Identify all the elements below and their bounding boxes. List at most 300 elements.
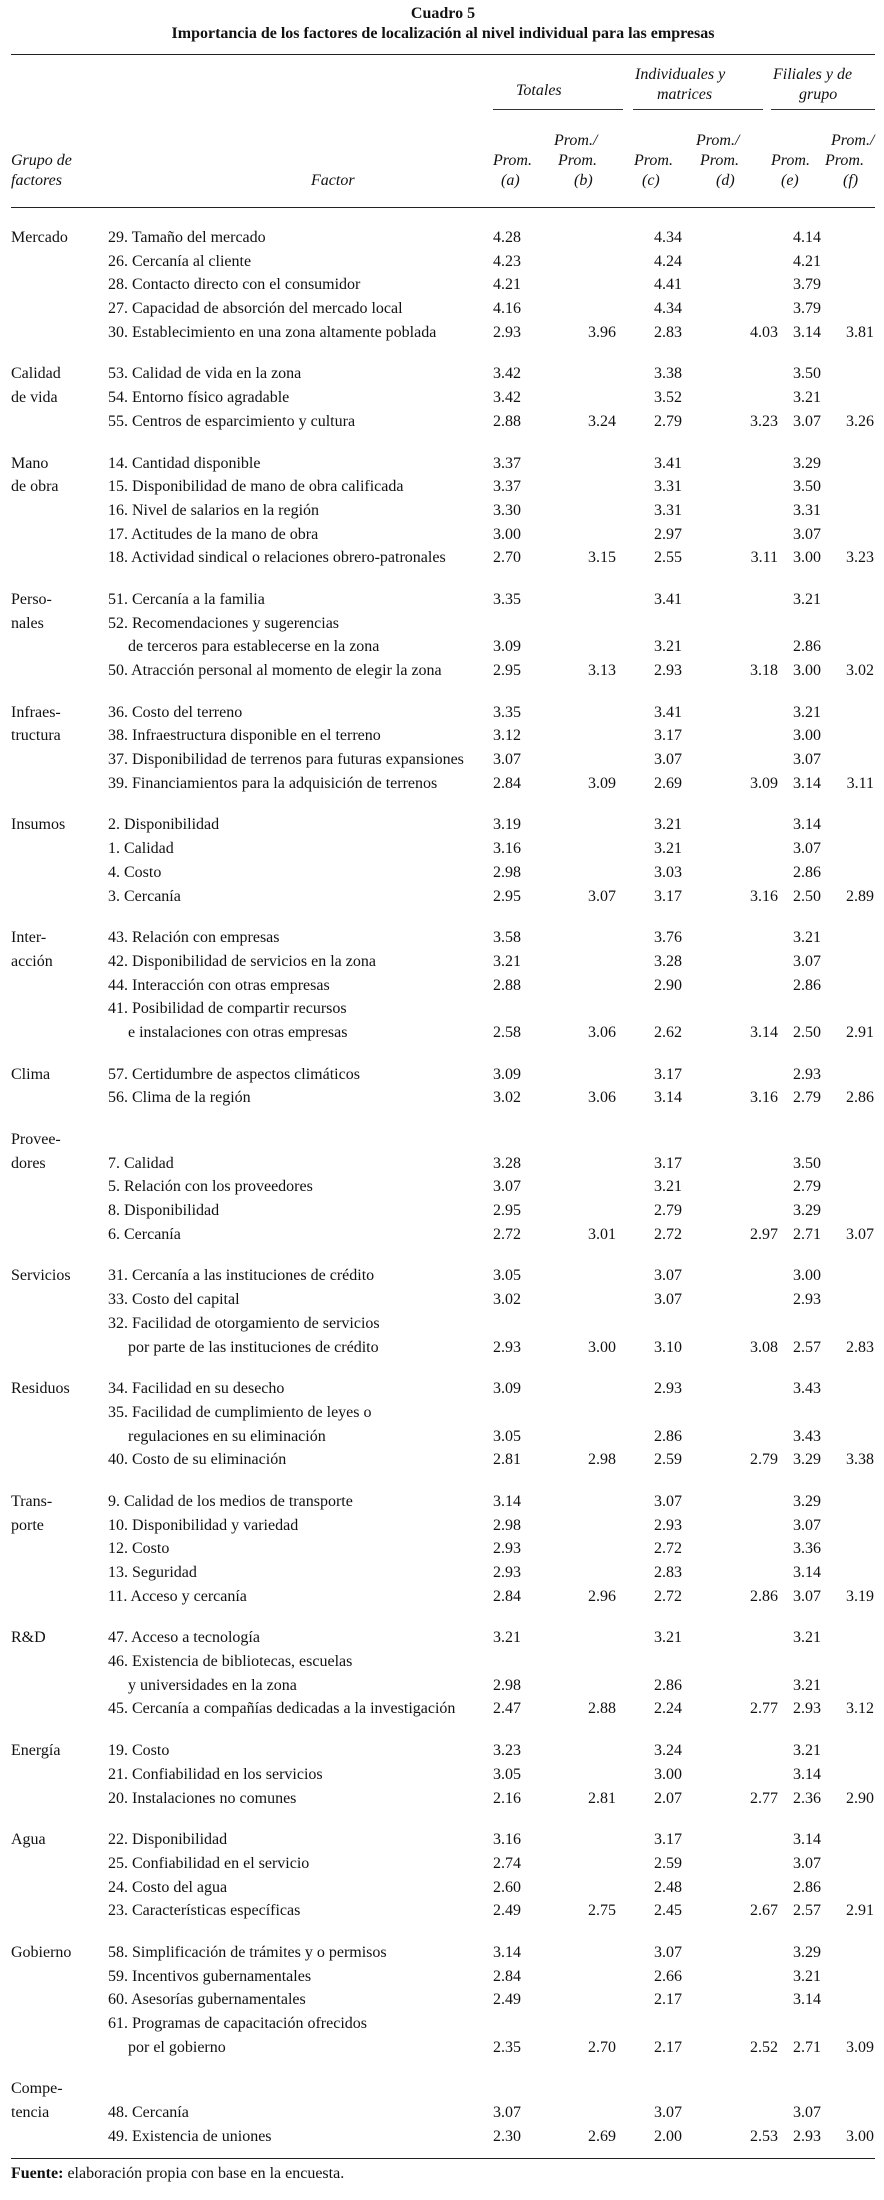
value-b: 3.24 [588, 412, 616, 430]
factor-label: 33. Costo del capital [108, 1291, 240, 1309]
factor-label: 42. Disponibilidad de servicios en la zona [108, 952, 376, 970]
value-e: 3.14 [793, 323, 821, 341]
header-grupo-line1: Grupo de [11, 152, 72, 169]
value-b: 2.88 [588, 1700, 616, 1718]
value-a: 3.21 [493, 952, 521, 970]
value-a: 3.37 [493, 454, 521, 472]
group-spacer [11, 908, 875, 926]
value-e: 3.21 [793, 1629, 821, 1647]
factor-label: 13. Seguridad [108, 1564, 197, 1581]
value-a: 3.05 [493, 1427, 521, 1445]
value-e: 3.07 [793, 1516, 821, 1534]
factor-label: 50. Atracción personal al momento de elegir la zona [108, 662, 442, 679]
table-header [11, 55, 875, 207]
value-c: 3.21 [654, 638, 682, 656]
value-e: 3.07 [793, 952, 821, 970]
table-row [11, 1336, 875, 1360]
value-a: 2.98 [493, 863, 521, 881]
group-name: porte [11, 1516, 44, 1534]
header-grupo-line2: factores [11, 172, 62, 189]
table-row [11, 1448, 875, 1472]
value-e: 3.79 [793, 300, 821, 318]
value-a: 2.84 [493, 774, 521, 792]
value-b: 3.13 [588, 662, 616, 679]
value-d: 4.03 [750, 323, 778, 341]
header-d: (d) [716, 172, 735, 189]
value-b: 2.81 [588, 1789, 616, 1807]
header-prom-c: Prom. [634, 152, 673, 169]
factor-label: por el gobierno [128, 2038, 226, 2056]
value-f: 3.19 [846, 1587, 874, 1605]
table-row [11, 612, 875, 636]
value-c: 2.86 [654, 1427, 682, 1445]
value-d: 3.11 [750, 549, 778, 567]
table-row [11, 2077, 875, 2101]
factor-label: 15. Disponibilidad de mano de obra calificada [108, 478, 404, 496]
value-c: 3.21 [654, 816, 682, 834]
value-a: 4.21 [493, 276, 521, 294]
factor-label: 18. Actividad sindical o relaciones obrero-patronales [108, 549, 446, 567]
factor-label: 48. Cercanía [108, 2104, 189, 2122]
value-a: 3.14 [493, 1943, 521, 1961]
value-a: 2.72 [493, 1225, 521, 1243]
value-e: 2.50 [793, 887, 821, 905]
table-row [11, 1537, 875, 1561]
value-e: 2.50 [793, 1023, 821, 1041]
value-e: 3.07 [793, 751, 821, 769]
factor-label: 55. Centros de esparcimiento y cultura [108, 412, 356, 430]
group-name: tencia [11, 2104, 50, 2122]
value-e: 3.21 [793, 703, 821, 721]
group-name: Trans- [11, 1492, 53, 1510]
value-a: 2.35 [493, 2038, 521, 2056]
factor-label: 21. Confiabilidad en los servicios [108, 1765, 323, 1783]
value-c: 3.21 [654, 1629, 682, 1647]
value-a: 3.07 [493, 1178, 521, 1196]
value-d: 3.16 [750, 1089, 778, 1107]
table-row [11, 1175, 875, 1199]
factor-label: 23. Características específicas [108, 1902, 301, 1920]
value-c: 2.83 [654, 1564, 682, 1581]
value-e: 3.29 [793, 1202, 821, 1220]
group-name: Mano [11, 454, 49, 472]
group-spacer [11, 1110, 875, 1128]
filiales-underline [771, 109, 875, 110]
value-c: 3.76 [654, 929, 682, 947]
group-spacer [11, 1923, 875, 1941]
value-c: 3.07 [654, 751, 682, 769]
value-b: 3.15 [588, 549, 616, 567]
header-a: (a) [501, 172, 520, 189]
header-promslash-b: Prom./ [554, 132, 598, 149]
factor-label: 26. Cercanía al cliente [108, 252, 252, 270]
value-c: 3.10 [654, 1338, 682, 1356]
table-row [11, 2012, 875, 2036]
value-a: 3.09 [493, 1065, 521, 1083]
group-spacer [11, 570, 875, 588]
value-c: 4.34 [654, 229, 682, 246]
value-a: 2.58 [493, 1023, 521, 1041]
factor-label: 1. Calidad [108, 840, 174, 858]
group-name: Residuos [11, 1380, 70, 1398]
value-a: 2.88 [493, 412, 521, 430]
factor-label: por parte de las instituciones de crédito [128, 1338, 379, 1356]
table-row [11, 974, 875, 998]
factor-label: y universidades en la zona [128, 1676, 297, 1694]
table-end-spacer [11, 2148, 875, 2154]
table-row [11, 772, 875, 796]
value-a: 2.60 [493, 1878, 521, 1896]
group-name: Insumos [11, 816, 66, 834]
factor-label: 6. Cercanía [108, 1225, 181, 1243]
value-a: 3.16 [493, 1831, 521, 1849]
value-a: 3.14 [493, 1492, 521, 1510]
group-name: Calidad [11, 365, 61, 383]
factor-label: 7. Calidad [108, 1154, 174, 1172]
value-d: 3.23 [750, 412, 778, 430]
value-d: 3.09 [750, 774, 778, 792]
factor-label: 28. Contacto directo con el consumidor [108, 276, 361, 294]
factor-label: 10. Disponibilidad y variedad [108, 1516, 299, 1534]
table-title: Importancia de los factores de localización al nivel individual para las empresas [171, 25, 715, 42]
table-row [11, 1697, 875, 1721]
value-c: 3.07 [654, 2104, 682, 2122]
table-row [11, 523, 875, 547]
value-c: 2.00 [654, 2127, 682, 2145]
value-e: 4.14 [793, 229, 821, 246]
value-e: 3.14 [793, 1765, 821, 1783]
factor-label: 2. Disponibilidad [108, 816, 220, 834]
group-spacer [11, 1359, 875, 1377]
header-prom-a: Prom. [493, 152, 532, 169]
value-e: 3.00 [793, 662, 821, 679]
group-name: Inter- [11, 929, 47, 947]
value-e: 3.43 [793, 1380, 821, 1398]
value-c: 3.41 [654, 590, 682, 608]
value-c: 2.07 [654, 1789, 682, 1807]
value-c: 3.07 [654, 1492, 682, 1510]
value-f: 3.81 [846, 323, 874, 341]
value-f: 2.91 [846, 1023, 874, 1041]
value-e: 3.21 [793, 1742, 821, 1760]
value-a: 3.09 [493, 1380, 521, 1398]
value-b: 2.98 [588, 1451, 616, 1469]
value-a: 2.84 [493, 1967, 521, 1985]
value-a: 3.19 [493, 816, 521, 834]
value-c: 2.93 [654, 1516, 682, 1534]
factor-label: 47. Acceso a tecnología [108, 1629, 260, 1647]
value-e: 2.71 [793, 2038, 821, 2056]
value-a: 3.00 [493, 525, 521, 543]
table-row [11, 1312, 875, 1336]
factor-label: regulaciones en su eliminación [128, 1427, 326, 1445]
value-c: 2.83 [654, 323, 682, 341]
value-e: 3.50 [793, 1154, 821, 1172]
value-d: 3.18 [750, 662, 778, 679]
value-c: 2.59 [654, 1854, 682, 1872]
table-body [11, 208, 875, 2154]
value-e: 3.79 [793, 276, 821, 294]
factor-label: 45. Cercanía a compañías dedicadas a la investigación [108, 1700, 456, 1718]
header-promslash-d: Prom./ [696, 132, 740, 149]
factor-label: 31. Cercanía a las instituciones de crédito [108, 1267, 375, 1285]
value-a: 2.74 [493, 1854, 521, 1872]
factor-label: 30. Establecimiento en una zona altamente poblada [108, 323, 437, 341]
table-row [11, 724, 875, 748]
value-c: 2.17 [654, 2038, 682, 2056]
value-c: 2.93 [654, 1380, 682, 1398]
table-row [11, 1763, 875, 1787]
value-e: 2.57 [793, 1902, 821, 1920]
table-row [11, 1876, 875, 1900]
value-b: 3.07 [588, 887, 616, 905]
factor-label: 24. Costo del agua [108, 1878, 228, 1896]
table-row [11, 748, 875, 772]
value-e: 3.07 [793, 840, 821, 858]
value-e: 3.29 [793, 454, 821, 472]
table-row [11, 1650, 875, 1674]
footnote-label: Fuente: [11, 2165, 64, 2183]
table-row [11, 1514, 875, 1538]
group-name: Mercado [11, 229, 68, 246]
value-e: 2.71 [793, 1225, 821, 1243]
group-spacer [11, 434, 875, 452]
group-spacer [11, 2059, 875, 2077]
value-e: 3.14 [793, 1991, 821, 2009]
value-a: 3.07 [493, 751, 521, 769]
table-row [11, 1941, 875, 1965]
table-row [11, 1199, 875, 1223]
group-name: nales [11, 614, 44, 632]
value-f: 3.12 [846, 1700, 874, 1718]
value-c: 2.59 [654, 1451, 682, 1469]
value-e: 3.07 [793, 2104, 821, 2122]
value-e: 3.00 [793, 727, 821, 745]
value-a: 3.35 [493, 703, 521, 721]
value-c: 4.34 [654, 300, 682, 318]
value-c: 3.17 [654, 727, 682, 745]
factor-label: 51. Cercanía a la familia [108, 590, 265, 608]
value-e: 3.14 [793, 774, 821, 792]
table-row [11, 1377, 875, 1401]
group-name: Infraes- [11, 703, 61, 721]
value-e: 2.86 [793, 976, 821, 994]
header-filiales-line2: grupo [799, 86, 838, 103]
factor-label: 29. Tamaño del mercado [108, 229, 266, 246]
group-name: Servicios [11, 1267, 71, 1285]
table-row [11, 837, 875, 861]
value-c: 3.17 [654, 1154, 682, 1172]
value-b: 3.96 [588, 323, 616, 341]
factor-label: 20. Instalaciones no comunes [108, 1789, 297, 1807]
value-c: 3.07 [654, 1267, 682, 1285]
value-a: 3.09 [493, 638, 521, 656]
table-row [11, 950, 875, 974]
table-row [11, 452, 875, 476]
value-a: 3.42 [493, 365, 521, 383]
value-a: 3.35 [493, 590, 521, 608]
value-c: 2.24 [654, 1700, 682, 1718]
value-e: 2.36 [793, 1789, 821, 1807]
value-b: 3.01 [588, 1225, 616, 1243]
header-promslash-f: Prom./ [831, 132, 875, 149]
value-a: 2.47 [493, 1700, 521, 1718]
value-c: 2.72 [654, 1225, 682, 1243]
table-row [11, 546, 875, 570]
table-row [11, 1401, 875, 1425]
value-c: 3.03 [654, 863, 682, 881]
value-c: 2.79 [654, 1202, 682, 1220]
table-row [11, 226, 875, 250]
value-a: 2.70 [493, 549, 521, 567]
table-row [11, 1561, 875, 1585]
group-spacer [11, 1721, 875, 1739]
table-row [11, 1674, 875, 1698]
table-row [11, 1965, 875, 1989]
value-f: 2.83 [846, 1338, 874, 1356]
value-e: 3.36 [793, 1540, 821, 1558]
factor-label: 60. Asesorías gubernamentales [108, 1991, 306, 2009]
footnote-text: elaboración propia con base en la encuesta. [67, 2165, 345, 2183]
table-row [11, 1490, 875, 1514]
group-name: Gobierno [11, 1943, 72, 1961]
value-c: 2.97 [654, 525, 682, 543]
value-f: 3.02 [846, 662, 874, 679]
value-a: 3.58 [493, 929, 521, 947]
value-e: 3.43 [793, 1427, 821, 1445]
value-e: 2.86 [793, 1878, 821, 1896]
value-a: 2.95 [493, 662, 521, 679]
header-prom-b: Prom. [558, 152, 597, 169]
table-row [11, 1128, 875, 1152]
totales-underline [493, 109, 623, 110]
value-c: 3.21 [654, 840, 682, 858]
value-e: 3.21 [793, 929, 821, 947]
value-d: 2.67 [750, 1902, 778, 1920]
factor-label: 9. Calidad de los medios de transporte [108, 1492, 353, 1510]
table-row [11, 1828, 875, 1852]
table-row [11, 1787, 875, 1811]
value-c: 3.21 [654, 1178, 682, 1196]
table-row [11, 1899, 875, 1923]
value-c: 3.31 [654, 501, 682, 519]
table-row [11, 2036, 875, 2060]
value-c: 3.38 [654, 365, 682, 383]
header-factor: Factor [311, 172, 355, 189]
value-d: 2.77 [750, 1789, 778, 1807]
value-c: 4.24 [654, 252, 682, 270]
value-a: 3.02 [493, 1089, 521, 1107]
value-c: 2.72 [654, 1540, 682, 1558]
value-a: 2.81 [493, 1451, 521, 1469]
factor-label: 11. Acceso y cercanía [108, 1587, 247, 1605]
value-d: 3.16 [750, 887, 778, 905]
table-row [11, 2125, 875, 2149]
factor-label: 35. Facilidad de cumplimiento de leyes o [108, 1403, 372, 1421]
value-b: 3.09 [588, 774, 616, 792]
factor-label: 59. Incentivos gubernamentales [108, 1967, 312, 1985]
factor-label: 43. Relación con empresas [108, 929, 280, 947]
table-row [11, 1264, 875, 1288]
factor-label: 25. Confiabilidad en el servicio [108, 1854, 310, 1872]
value-e: 3.50 [793, 365, 821, 383]
group-name: R&D [11, 1629, 46, 1647]
table-row [11, 701, 875, 725]
group-name: tructura [11, 727, 61, 745]
group-spacer [11, 1810, 875, 1828]
group-spacer [11, 1608, 875, 1626]
value-d: 3.14 [750, 1023, 778, 1041]
value-d: 2.79 [750, 1451, 778, 1469]
value-d: 2.77 [750, 1700, 778, 1718]
value-e: 2.93 [793, 1065, 821, 1083]
header-totales: Totales [516, 82, 562, 99]
value-a: 2.93 [493, 1564, 521, 1581]
table-page [11, 0, 875, 2183]
value-a: 2.93 [493, 323, 521, 341]
value-c: 3.17 [654, 1831, 682, 1849]
value-d: 3.08 [750, 1338, 778, 1356]
factor-label: 14. Cantidad disponible [108, 454, 261, 472]
factor-label: 37. Disponibilidad de terrenos para futuras expansiones [108, 751, 464, 769]
table-row [11, 297, 875, 321]
table-row [11, 1021, 875, 1045]
factor-label: 61. Programas de capacitación ofrecidos [108, 2015, 368, 2032]
value-d: 2.86 [750, 1587, 778, 1605]
value-e: 3.29 [793, 1943, 821, 1961]
factor-label: 5. Relación con los proveedores [108, 1178, 313, 1196]
factor-label: 8. Disponibilidad [108, 1202, 220, 1220]
table-row [11, 1223, 875, 1247]
value-e: 3.07 [793, 1854, 821, 1872]
table-row [11, 1063, 875, 1087]
value-c: 3.00 [654, 1765, 682, 1783]
value-a: 2.93 [493, 1338, 521, 1356]
value-c: 2.79 [654, 412, 682, 430]
table-row [11, 499, 875, 523]
factor-label: 57. Certidumbre de aspectos climáticos [108, 1065, 360, 1083]
value-a: 2.93 [493, 1540, 521, 1558]
header-prom-d: Prom. [700, 152, 739, 169]
value-e: 3.50 [793, 478, 821, 496]
value-f: 3.38 [846, 1451, 874, 1469]
header-f: (f) [843, 172, 859, 189]
factor-label: 44. Interacción con otras empresas [108, 976, 330, 994]
value-e: 2.79 [793, 1089, 821, 1107]
table-row [11, 410, 875, 434]
value-e: 3.07 [793, 412, 821, 430]
table-row [11, 362, 875, 386]
value-c: 2.62 [654, 1023, 682, 1041]
value-e: 2.86 [793, 863, 821, 881]
factor-label: 39. Financiamientos para la adquisición de terrenos [108, 774, 438, 792]
factor-label: 22. Disponibilidad [108, 1831, 228, 1849]
value-e: 2.57 [793, 1338, 821, 1356]
table-row [11, 273, 875, 297]
value-c: 4.41 [654, 276, 682, 294]
value-e: 4.21 [793, 252, 821, 270]
value-c: 2.72 [654, 1587, 682, 1605]
value-c: 2.17 [654, 1991, 682, 2009]
table-row [11, 813, 875, 837]
header-prom-e: Prom. [771, 152, 810, 169]
table-row [11, 1988, 875, 2012]
table-row [11, 321, 875, 345]
group-name: dores [11, 1154, 46, 1172]
group-spacer [11, 344, 875, 362]
factor-label: 53. Calidad de vida en la zona [108, 365, 302, 383]
table-row [11, 885, 875, 909]
